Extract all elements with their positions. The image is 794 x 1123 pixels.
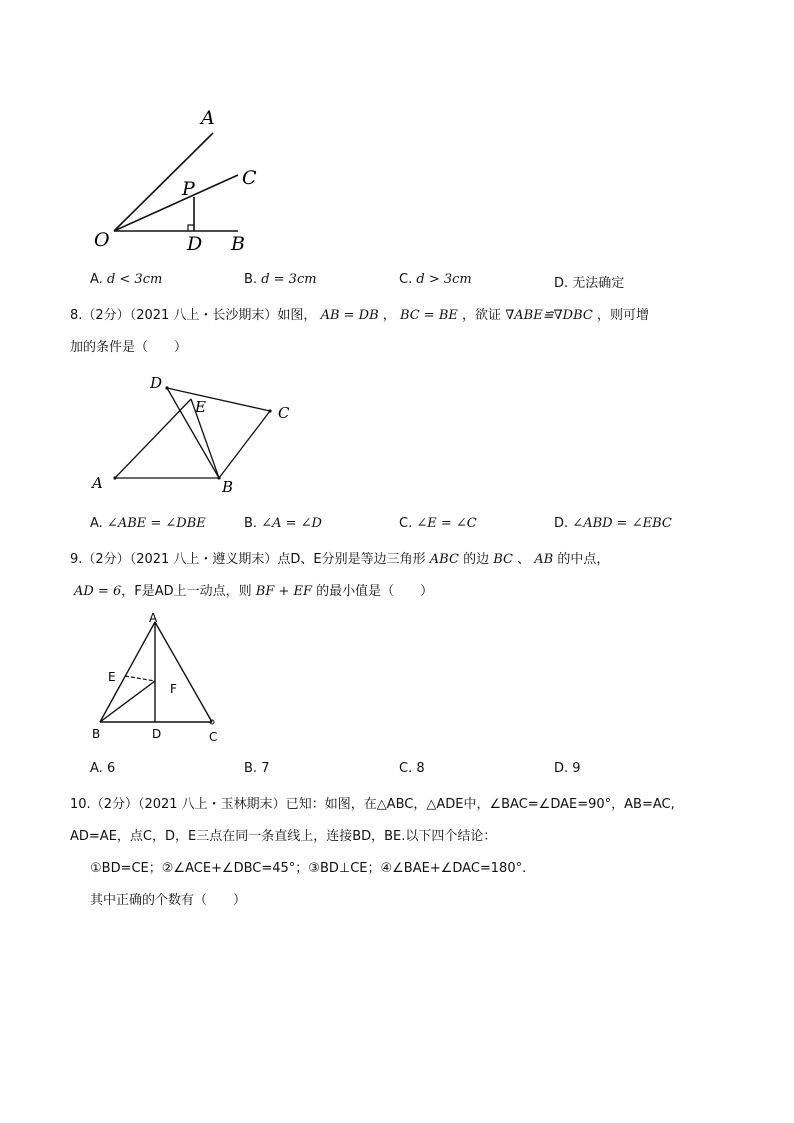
q10-conclusions: ①BD=CE；②∠ACE+∠DBC=45°；③BD⊥CE；④∠BAE+∠DAC=180°.: [90, 861, 527, 876]
label-c: C: [278, 404, 290, 422]
q8-option-a[interactable]: A. ∠ABE = ∠DBE: [90, 516, 206, 531]
q7-option-b[interactable]: B. d = 3cm: [244, 272, 317, 287]
q8-stem-line1: 8.（2分）（2021 八上・长沙期末）如图， AB = DB ， BC = BE ，欲证 ∇ABE≌∇DBC ，则可增: [70, 308, 649, 323]
figure-q9-equilateral-triangle: [88, 610, 228, 750]
label-c: C: [209, 730, 218, 744]
label-b: B: [231, 233, 245, 255]
segment-bf: [100, 681, 155, 722]
q9-stem-line2: AD = 6，F是AD上一动点，则 BF + EF 的最小值是（ ）: [74, 584, 434, 599]
label-f: F: [170, 682, 177, 696]
label-a: A: [149, 611, 158, 625]
q9-option-c[interactable]: C. 8: [399, 761, 425, 776]
q10-question: 其中正确的个数有（ ）: [90, 893, 247, 908]
figure-angle-bisector: [88, 100, 268, 260]
figure-q8-triangles: [88, 370, 308, 500]
q9-option-a[interactable]: A. 6: [90, 761, 116, 776]
segment-ef: [125, 676, 155, 681]
q8-stem-line2: 加的条件是（ ）: [70, 340, 188, 355]
q9-option-b[interactable]: B. 7: [244, 761, 270, 776]
label-b: B: [92, 727, 101, 741]
right-angle-mark: [188, 225, 194, 231]
label-a: A: [201, 107, 215, 129]
ray-oa: [114, 133, 213, 231]
q9-option-d[interactable]: D. 9: [554, 761, 581, 776]
label-d: D: [152, 727, 162, 741]
segment-ae: [115, 399, 191, 478]
label-b: B: [222, 478, 234, 496]
q7-option-c[interactable]: C. d > 3cm: [399, 272, 472, 287]
q10-stem-line1: 10.（2分）（2021 八上・玉林期末）已知：如图，在△ABC，△ADE中，∠BAC=∠DAE=90°，AB=AC,: [70, 797, 675, 812]
q9-stem-line1: 9.（2分）（2021 八上・遵义期末）点D、E分别是等边三角形 ABC 的边 BC 、 AB 的中点，: [70, 552, 610, 567]
label-o: O: [94, 229, 110, 251]
label-a: A: [92, 474, 103, 492]
segment-cb: [219, 411, 270, 478]
side-ac: [155, 622, 212, 722]
ray-oc: [114, 175, 238, 231]
q8-option-d[interactable]: D. ∠ABD = ∠EBC: [554, 516, 672, 531]
label-e: E: [108, 670, 116, 684]
label-p: P: [182, 178, 195, 200]
label-c: C: [242, 167, 257, 189]
q7-option-d[interactable]: D. 无法确定: [554, 276, 625, 291]
label-d: D: [150, 374, 163, 392]
label-d: D: [187, 233, 203, 255]
label-e: E: [195, 398, 206, 416]
segment-db: [167, 388, 219, 478]
q7-option-a[interactable]: A. d < 3cm: [90, 272, 163, 287]
q8-option-b[interactable]: B. ∠A = ∠D: [244, 516, 322, 531]
q8-option-c[interactable]: C. ∠E = ∠C: [399, 516, 477, 531]
q10-stem-line2: AD=AE，点C，D，E三点在同一条直线上，连接BD，BE.以下四个结论：: [70, 829, 497, 844]
